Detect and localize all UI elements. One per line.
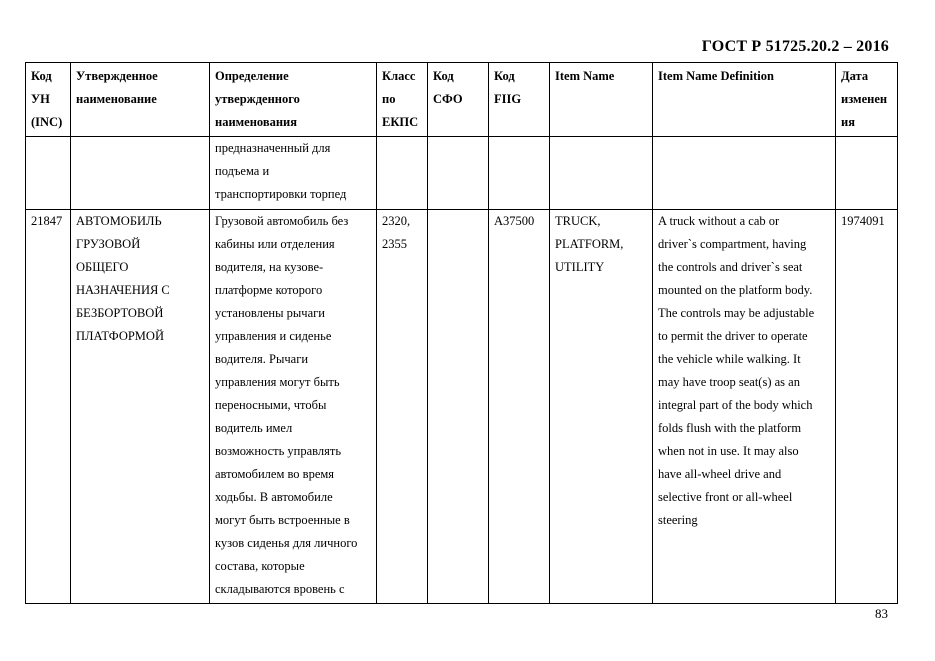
table-header-row [26, 63, 898, 137]
inc-table [25, 62, 898, 604]
header-inc-code: Код УН (INC) [26, 63, 71, 137]
cell-inc: 21847 [26, 210, 71, 604]
page-number: 83 [875, 606, 888, 621]
header-definition: Определение утвержденного наименования [210, 63, 377, 137]
cell-change-date [836, 137, 898, 210]
cell-inc [26, 137, 71, 210]
cell-ekps-class: 2320, 2355 [377, 210, 428, 604]
header-approved-name: Утвержденное наименование [71, 63, 210, 137]
header-sfo-code: Код СФО [428, 63, 489, 137]
cell-sfo-code [428, 210, 489, 604]
cell-item-name-definition: A truck without a cab or driver`s compartment, having the controls and driver`s seat mounted on the platform body. The controls may be adjustable to permit the driver to operate the vehicle while walking. It may have troop seat(s) as an integral part of the body which folds flush with the platform when not in use. It may also have all-wheel drive and selective front or all-wheel steering [653, 210, 836, 604]
cell-sfo-code [428, 137, 489, 210]
cell-change-date: 1974091 [836, 210, 898, 604]
cell-approved-name [71, 137, 210, 210]
cell-item-name: TRUCK, PLATFORM, UTILITY [550, 210, 653, 604]
cell-item-name [550, 137, 653, 210]
cell-ekps-class [377, 137, 428, 210]
header-fiig-code: Код FIIG [489, 63, 550, 137]
header-item-name-definition: Item Name Definition [653, 63, 836, 137]
document-code: ГОСТ Р 51725.20.2 – 2016 [701, 38, 889, 55]
cell-definition: предназначенный для подъема и транспортировки торпед [210, 137, 377, 210]
cell-item-name-definition [653, 137, 836, 210]
cell-fiig-code: A37500 [489, 210, 550, 604]
cell-definition: Грузовой автомобиль без кабины или отделения водителя, на кузове- платформе которого установлены рычаги управления и сиденье водителя. Рычаги управления могут быть переносными, чтобы водитель имел возможность управлять автомобилем во время ходьбы. В автомобиле могут быть встроенные в кузов сиденья для личного состава, которые складываются вровень с [210, 210, 377, 604]
cell-fiig-code [489, 137, 550, 210]
header-change-date: Дата изменен ия [836, 63, 898, 137]
table-row-continuation [26, 137, 898, 210]
header-ekps-class: Класс по ЕКПС [377, 63, 428, 137]
cell-approved-name: АВТОМОБИЛЬ ГРУЗОВОЙ ОБЩЕГО НАЗНАЧЕНИЯ С БЕЗБОРТОВОЙ ПЛАТФОРМОЙ [71, 210, 210, 604]
header-item-name: Item Name [550, 63, 653, 137]
table-row [26, 210, 898, 604]
